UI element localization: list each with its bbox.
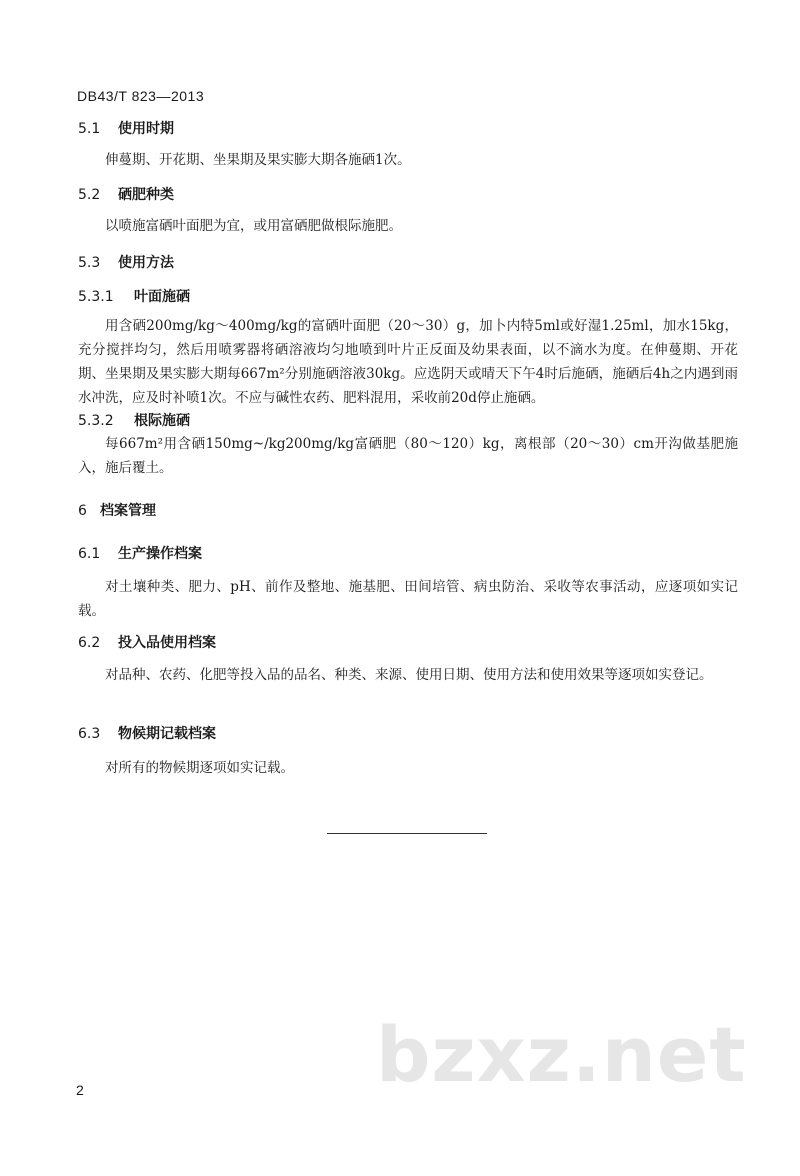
section-6-2-text: 对品种、农药、化肥等投入品的品名、种类、来源、使用日期、使用方法和使用效果等逐项如实登记。 xyxy=(105,667,713,683)
section-number: 5.2 xyxy=(78,187,101,203)
section-title: 叶面施硒 xyxy=(134,289,190,305)
section-5-3-2-heading xyxy=(78,410,190,430)
watermark: bzxz.net xyxy=(376,1010,747,1099)
section-title: 使用时期 xyxy=(118,121,174,137)
section-title: 物候期记载档案 xyxy=(118,726,216,742)
section-title: 硒肥种类 xyxy=(118,187,174,203)
standard-code: DB43/T 823—2013 xyxy=(77,88,205,104)
section-number: 6 xyxy=(78,503,87,519)
section-title: 档案管理 xyxy=(100,503,156,519)
section-number: 5.3 xyxy=(78,255,101,271)
section-title: 投入品使用档案 xyxy=(118,635,216,651)
section-6-1-heading xyxy=(78,543,202,563)
section-5-1-text: 伸蔓期、开花期、坐果期及果实膨大期各施硒1次。 xyxy=(105,152,411,168)
section-5-3-heading xyxy=(78,252,174,272)
section-number: 6.2 xyxy=(78,635,101,651)
page-number: 2 xyxy=(76,1082,84,1098)
section-title: 使用方法 xyxy=(118,255,174,271)
section-number: 5.3.1 xyxy=(78,289,114,305)
section-6-2-heading xyxy=(78,632,216,652)
section-number: 6.1 xyxy=(78,546,101,562)
section-6-3-heading xyxy=(78,723,216,743)
section-6-1-text: 对土壤种类、肥力、pH、前作及整地、施基肥、田间培管、病虫防治、采收等农事活动，应逐项如实记载。 xyxy=(78,579,738,619)
section-title: 生产操作档案 xyxy=(118,546,202,562)
section-number: 6.3 xyxy=(78,726,101,742)
section-title: 根际施硒 xyxy=(134,413,190,429)
section-5-3-1-text: 用含硒200mg/kg～400mg/kg的富硒叶面肥（20～30）g，加卜内特5ml或好湿1.25ml，加水15kg，充分搅拌均匀，然后用喷雾器将硒溶液均匀地喷到叶片正反面及幼果表面，以不滴水为度。在伸蔓期、开花期、坐果期及果实膨大期每667m²分别施硒溶液30kg。应选阴天或晴天下午4时后施硒，施硒后4h之内遇到雨水冲洗，应及时补喷1次。不应与碱性农药、肥料混用，采收前20d停止施硒。 xyxy=(78,318,738,406)
section-number: 5.1 xyxy=(78,121,101,137)
section-5-2-heading xyxy=(78,184,174,204)
end-rule xyxy=(327,833,487,834)
section-6-heading xyxy=(78,500,156,520)
section-5-3-1-heading xyxy=(78,286,190,306)
section-number: 5.3.2 xyxy=(78,413,114,429)
section-6-3-text: 对所有的物候期逐项如实记载。 xyxy=(105,760,294,776)
section-5-2-text: 以喷施富硒叶面肥为宜，或用富硒肥做根际施肥。 xyxy=(105,218,402,234)
section-5-1-heading xyxy=(78,118,174,138)
section-5-3-2-text: 每667m²用含硒150mg~/kg200mg/kg富硒肥（80～120）kg，离根部（20～30）cm开沟做基肥施入，施后覆土。 xyxy=(78,436,738,476)
